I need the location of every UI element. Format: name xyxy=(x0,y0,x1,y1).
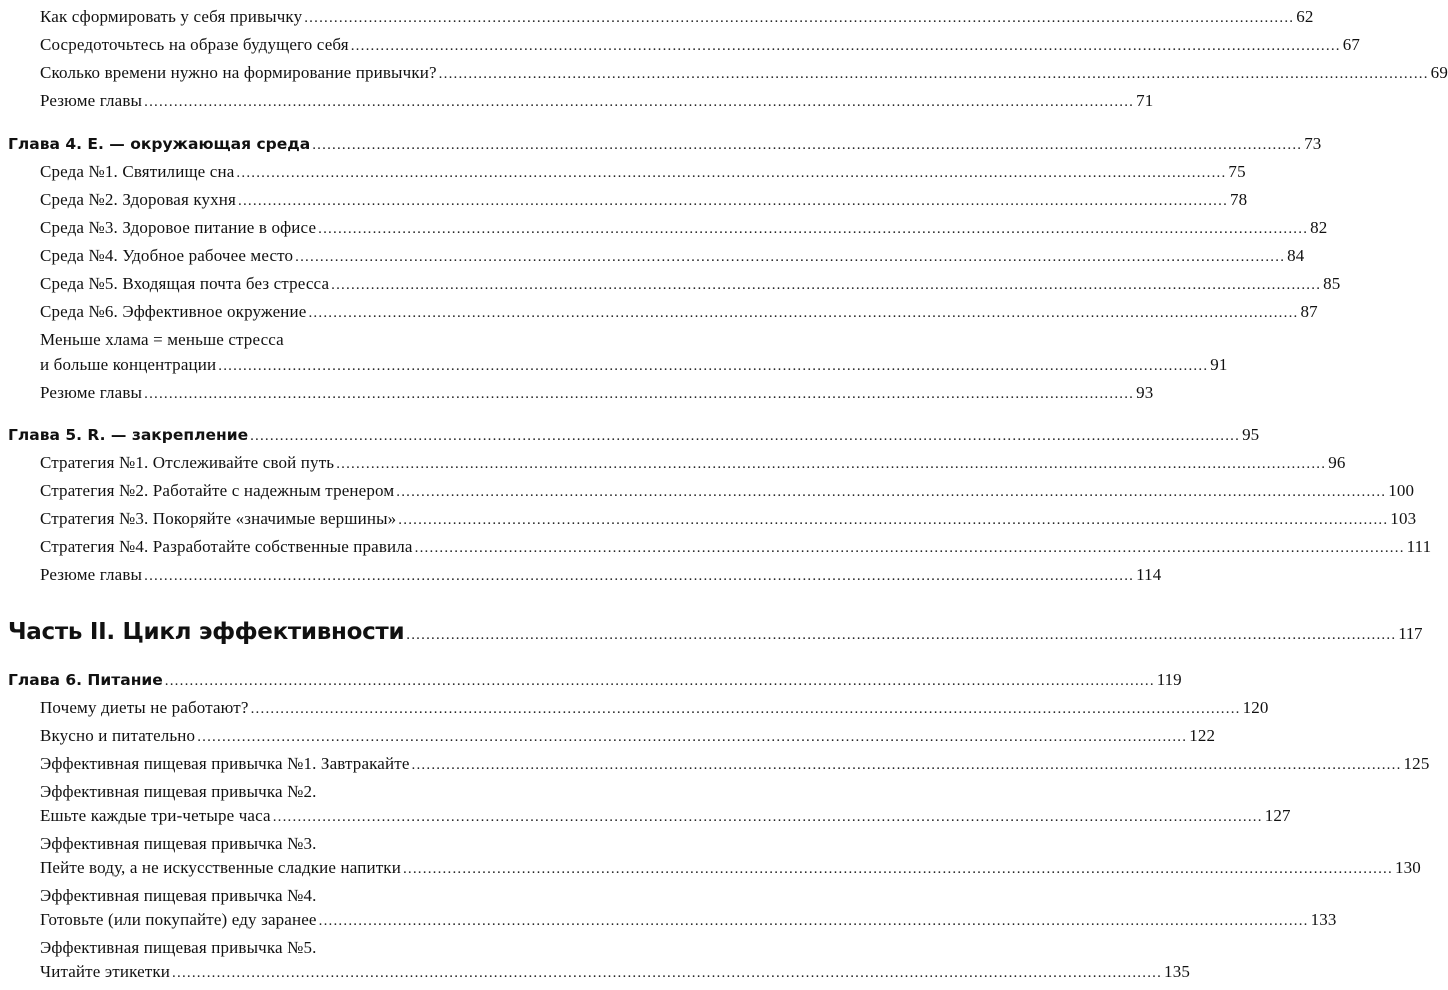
toc-page-number: 84 xyxy=(1287,246,1305,265)
toc-page-number: 135 xyxy=(1164,962,1190,981)
toc-entry-title: Сколько времени нужно на формирование привычки? xyxy=(40,63,437,82)
toc-page-number: 95 xyxy=(1242,425,1260,444)
toc-entry-title: Среда №4. Удобное рабочее место xyxy=(40,246,294,265)
toc-page-number: 117 xyxy=(1398,624,1423,643)
dot-leader: ........................................................................................................................................................................................................ xyxy=(318,221,1309,237)
dot-leader: ........................................................................................................................................................................................................ xyxy=(331,277,1322,293)
dot-leader: ........................................................................................................................................................................................................ xyxy=(144,386,1135,402)
toc-entry xyxy=(40,91,1154,111)
toc-entry xyxy=(40,246,1305,266)
toc-entry-title: Сосредоточьтесь на образе будущего себя xyxy=(40,35,349,54)
toc-page-number: 100 xyxy=(1388,481,1415,500)
toc-entry-title: Среда №3. Здоровое питание в офисе xyxy=(40,218,317,237)
toc-page-number: 78 xyxy=(1230,190,1248,209)
dot-leader: ........................................................................................................................................................................................................ xyxy=(312,137,1303,153)
dot-leader: ........................................................................................................................................................................................................ xyxy=(411,757,1402,773)
toc-entry xyxy=(40,858,1421,878)
toc-part-entry xyxy=(8,619,1423,645)
toc-entry-title: Читайте этикетки xyxy=(40,962,171,981)
toc-entry xyxy=(40,218,1328,238)
dot-leader: ........................................................................................................................................................................................................ xyxy=(350,38,1341,54)
toc-entry-title: Стратегия №4. Разработайте собственные правила xyxy=(40,537,413,556)
toc-entry xyxy=(40,63,1448,83)
dot-leader: ........................................................................................................................................................................................................ xyxy=(406,627,1397,643)
toc-page-number: 119 xyxy=(1156,670,1182,689)
toc-entry xyxy=(40,7,1314,27)
toc-entry xyxy=(40,698,1269,718)
toc-entry-title: Ешьте каждые три-четыре часа xyxy=(40,806,271,825)
toc-page-number: 133 xyxy=(1310,910,1337,929)
dot-leader: ........................................................................................................................................................................................................ xyxy=(438,66,1429,82)
toc-entry-title-line1: Меньше хлама = меньше стресса xyxy=(40,330,284,349)
dot-leader: ........................................................................................................................................................................................................ xyxy=(236,165,1227,181)
dot-leader: ........................................................................................................................................................................................................ xyxy=(250,701,1241,717)
toc-entry xyxy=(40,910,1337,930)
toc-entry xyxy=(40,35,1361,55)
toc-page-number: 62 xyxy=(1296,7,1314,26)
toc-page-number: 114 xyxy=(1136,565,1162,584)
toc-page-number: 69 xyxy=(1430,63,1448,82)
dot-leader: ........................................................................................................................................................................................................ xyxy=(144,568,1135,584)
toc-page-number: 130 xyxy=(1394,858,1421,877)
toc-entry-title: Как сформировать у себя привычку xyxy=(40,7,303,26)
toc-entry-title: Вкусно и питательно xyxy=(40,726,196,745)
toc-entry-title: Пейте воду, а не искусственные сладкие напитки xyxy=(40,858,401,877)
toc-page-number: 87 xyxy=(1300,302,1318,321)
toc-chapter-entry xyxy=(8,425,1260,445)
chapter-title: Глава 4. Е. — окружающая среда xyxy=(8,135,311,153)
dot-leader: ........................................................................................................................................................................................................ xyxy=(164,673,1155,689)
chapter-title: Глава 5. R. — закрепление xyxy=(8,426,249,444)
toc-entry-title-line1: Эффективная пищевая привычка №3. xyxy=(40,834,317,853)
toc-page-number: 93 xyxy=(1136,383,1154,402)
dot-leader: ........................................................................................................................................................................................................ xyxy=(398,512,1389,528)
toc-entry-title: Готовьте (или покупайте) еду заранее xyxy=(40,910,317,929)
toc-entry-title: и больше концентрации xyxy=(40,355,217,374)
toc-entry-title: Среда №6. Эффективное окружение xyxy=(40,302,307,321)
toc-entry-title: Эффективная пищевая привычка №1. Завтракайте xyxy=(40,754,410,773)
toc-entry xyxy=(40,962,1190,982)
toc-entry-title: Среда №5. Входящая почта без стресса xyxy=(40,274,330,293)
toc-page-number: 67 xyxy=(1342,35,1361,54)
dot-leader: ........................................................................................................................................................................................................ xyxy=(336,456,1327,472)
toc-chapter-entry xyxy=(8,134,1322,154)
toc-page-number: 96 xyxy=(1328,453,1346,472)
dot-leader: ........................................................................................................................................................................................................ xyxy=(144,94,1135,110)
toc-entry xyxy=(40,726,1216,746)
dot-leader: ........................................................................................................................................................................................................ xyxy=(308,305,1299,321)
toc-entry-title: Резюме главы xyxy=(40,91,143,110)
toc-page-number: 125 xyxy=(1403,754,1430,773)
toc-entry-title: Стратегия №2. Работайте с надежным тренером xyxy=(40,481,395,500)
toc-entry-title: Стратегия №3. Покоряйте «значимые вершины» xyxy=(40,509,397,528)
dot-leader: ........................................................................................................................................................................................................ xyxy=(304,10,1295,26)
dot-leader: ........................................................................................................................................................................................................ xyxy=(218,358,1209,374)
dot-leader: ........................................................................................................................................................................................................ xyxy=(318,913,1309,929)
toc-entry-title: Среда №1. Святилище сна xyxy=(40,162,235,181)
dot-leader: ........................................................................................................................................................................................................ xyxy=(238,193,1229,209)
toc-entry-title: Резюме главы xyxy=(40,383,143,402)
toc-entry-title: Среда №2. Здоровая кухня xyxy=(40,190,237,209)
dot-leader: ........................................................................................................................................................................................................ xyxy=(396,484,1387,500)
toc-entry xyxy=(40,302,1318,322)
toc-page-number: 91 xyxy=(1210,355,1228,374)
toc-entry xyxy=(40,190,1248,210)
toc-entry xyxy=(40,162,1246,182)
toc-entry xyxy=(40,481,1415,501)
toc-page-number: 122 xyxy=(1189,726,1216,745)
part-title: Часть II. Цикл эффективности xyxy=(8,619,405,645)
toc-entry xyxy=(40,274,1341,294)
toc-entry xyxy=(40,509,1417,529)
toc-page-number: 75 xyxy=(1228,162,1246,181)
dot-leader: ........................................................................................................................................................................................................ xyxy=(172,965,1163,981)
dot-leader: ........................................................................................................................................................................................................ xyxy=(197,729,1188,745)
toc-entry-title-line1: Эффективная пищевая привычка №4. xyxy=(40,886,317,905)
dot-leader: ........................................................................................................................................................................................................ xyxy=(295,249,1286,265)
dot-leader: ........................................................................................................................................................................................................ xyxy=(414,540,1405,556)
toc-entry xyxy=(40,806,1291,826)
toc-entry xyxy=(40,355,1228,375)
toc-page-number: 73 xyxy=(1304,134,1322,153)
toc-page-number: 85 xyxy=(1323,274,1341,293)
toc-page-number: 120 xyxy=(1242,698,1269,717)
toc-page-number: 71 xyxy=(1136,91,1154,110)
toc-page-number: 103 xyxy=(1390,509,1417,528)
toc-entry-title: Стратегия №1. Отслеживайте свой путь xyxy=(40,453,335,472)
toc-entry xyxy=(40,565,1162,585)
toc-entry-title-line1: Эффективная пищевая привычка №5. xyxy=(40,938,317,957)
toc-page-number: 111 xyxy=(1406,537,1432,556)
toc-chapter-entry xyxy=(8,670,1182,690)
toc-entry-title: Почему диеты не работают? xyxy=(40,698,249,717)
dot-leader: ........................................................................................................................................................................................................ xyxy=(250,428,1241,444)
toc-entry xyxy=(40,383,1154,403)
toc-entry-title: Резюме главы xyxy=(40,565,143,584)
chapter-title: Глава 6. Питание xyxy=(8,671,163,689)
toc-entry xyxy=(40,453,1346,473)
toc-page-number: 82 xyxy=(1310,218,1328,237)
toc-entry xyxy=(40,537,1432,557)
toc-entry-title-line1: Эффективная пищевая привычка №2. xyxy=(40,782,317,801)
dot-leader: ........................................................................................................................................................................................................ xyxy=(402,861,1393,877)
toc-entry xyxy=(40,754,1430,774)
toc-page-number: 127 xyxy=(1264,806,1291,825)
dot-leader: ........................................................................................................................................................................................................ xyxy=(272,809,1263,825)
